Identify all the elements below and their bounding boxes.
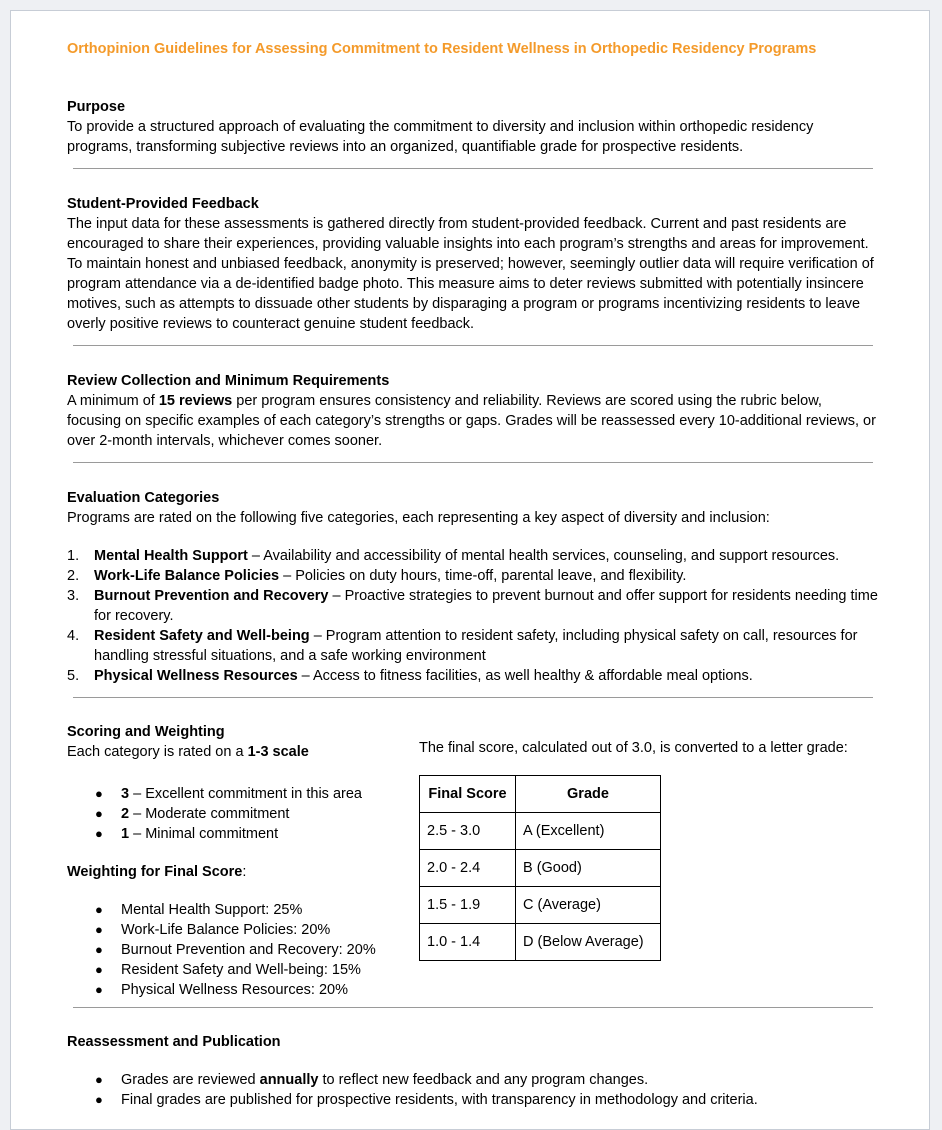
- bullet-icon: ●: [95, 942, 103, 957]
- divider: [73, 697, 873, 698]
- feedback-section: [67, 194, 879, 334]
- weighting-item: [67, 960, 407, 980]
- grade-cell: B (Good): [516, 850, 661, 887]
- document-title: Orthopinion Guidelines for Assessing Commitment to Resident Wellness in Orthopedic Residency Programs: [67, 41, 817, 57]
- weighting-item: [67, 920, 407, 940]
- weighting-item: [67, 900, 407, 920]
- weighting-heading-line: [67, 862, 407, 882]
- review-text-end: per program ensures consistency and reliability. Reviews are scored using the rubric below, focusing on specific examples of each category’s strengths or gaps. Grades will be reassessed every 10-additional reviews, or over 2-month intervals, whichever comes sooner.: [67, 393, 876, 449]
- reassessment-text: Final grades are published for prospective residents, with transparency in methodology and criteria.: [121, 1092, 758, 1108]
- reassessment-text-end: to reflect new feedback and any program changes.: [318, 1072, 649, 1088]
- review-text-start: A minimum of: [67, 393, 159, 409]
- score-range-cell: 2.0 - 2.4: [420, 850, 516, 887]
- weighting-colon: :: [242, 864, 247, 880]
- scale-desc: – Excellent commitment in this area: [129, 786, 362, 802]
- category-name: Resident Safety and Well-being: [94, 628, 310, 644]
- scale-value: 2: [121, 806, 130, 822]
- category-desc: – Access to fitness facilities, as well healthy & affordable meal options.: [297, 668, 753, 684]
- reassessment-text: Grades are reviewed: [121, 1072, 260, 1088]
- bullet-icon: ●: [95, 922, 103, 937]
- category-item: [67, 546, 879, 566]
- score-range-cell: 1.0 - 1.4: [420, 924, 516, 961]
- weighting-item: [67, 980, 407, 1000]
- grade-row: [420, 924, 661, 961]
- scoring-heading: Scoring and Weighting: [67, 724, 225, 740]
- category-desc: – Availability and accessibility of mental health services, counseling, and support resources.: [247, 548, 840, 564]
- bullet-icon: ●: [95, 826, 103, 841]
- bullet-icon: ●: [95, 1092, 103, 1107]
- category-item: [67, 566, 879, 586]
- divider: [73, 1007, 873, 1008]
- scale-desc: – Moderate commitment: [129, 806, 290, 822]
- category-number: 2.: [67, 568, 80, 584]
- scale-item: [67, 804, 407, 824]
- reassessment-heading: Reassessment and Publication: [67, 1034, 281, 1050]
- grade-row: [420, 813, 661, 850]
- bullet-icon: ●: [95, 902, 103, 917]
- weighting-text: Work-Life Balance Policies: 20%: [121, 922, 331, 938]
- bullet-icon: ●: [95, 786, 103, 801]
- scale-value: 3: [121, 786, 130, 802]
- scale-list: [67, 784, 407, 844]
- scale-item: [67, 784, 407, 804]
- bullet-icon: ●: [95, 1072, 103, 1087]
- divider: [73, 462, 873, 463]
- review-min-count: 15 reviews: [158, 393, 233, 409]
- category-desc: – Policies on duty hours, time-off, parental leave, and flexibility.: [279, 568, 687, 584]
- grade-table-header-row: [420, 776, 661, 813]
- grade-row: [420, 887, 661, 924]
- final-score-text: The final score, calculated out of 3.0, is converted to a letter grade:: [419, 740, 848, 756]
- category-name: Burnout Prevention and Recovery: [94, 588, 329, 604]
- scoring-section: [67, 722, 407, 1000]
- reassessment-list: [67, 1070, 879, 1110]
- weighting-item: [67, 940, 407, 960]
- category-number: 1.: [67, 548, 80, 564]
- reassessment-bold: annually: [259, 1072, 319, 1088]
- weighting-list: [67, 900, 407, 1000]
- weighting-text: Resident Safety and Well-being: 15%: [121, 962, 361, 978]
- evaluation-intro: Programs are rated on the following five categories, each representing a key aspect of diversity and inclusion:: [67, 510, 770, 526]
- header-final-score: Final Score: [420, 776, 516, 813]
- reassessment-item: [67, 1070, 879, 1090]
- grade-cell: D (Below Average): [516, 924, 661, 961]
- category-list: [67, 546, 879, 686]
- purpose-heading: Purpose: [67, 99, 126, 115]
- review-section: [67, 371, 879, 451]
- category-name: Mental Health Support: [94, 548, 248, 564]
- grade-cell: C (Average): [516, 887, 661, 924]
- grade-cell: A (Excellent): [516, 813, 661, 850]
- category-number: 3.: [67, 588, 80, 604]
- bullet-icon: ●: [95, 962, 103, 977]
- weighting-text: Mental Health Support: 25%: [121, 902, 303, 918]
- category-item: [67, 626, 879, 666]
- weighting-text: Physical Wellness Resources: 20%: [121, 982, 348, 998]
- scale-item: [67, 824, 407, 844]
- score-range-cell: 1.5 - 1.9: [420, 887, 516, 924]
- feedback-text: The input data for these assessments is gathered directly from student-provided feedback. Current and past residents are encouraged to share their experiences, providing valuable insights into each program’s strengths and areas for improvement. To maintain honest and unbiased feedback, anonymity is preserved; however, seemingly outlier data will require verification of program attendance via a de-identified badge photo. This measure aims to deter reviews submitted with potentially insincere motives, such as attempts to dissuade other students by disparaging a program or programs incentivizing residents to leave overly positive reviews to counteract genuine student feedback.: [67, 216, 874, 332]
- evaluation-heading: Evaluation Categories: [67, 490, 220, 506]
- scale-value: 1: [121, 826, 130, 842]
- category-name: Physical Wellness Resources: [94, 668, 298, 684]
- category-name: Work-Life Balance Policies: [94, 568, 280, 584]
- scale-text: [67, 742, 407, 762]
- grade-table: [419, 775, 661, 961]
- bullet-icon: ●: [95, 806, 103, 821]
- bullet-icon: ●: [95, 982, 103, 997]
- category-item: [67, 666, 879, 686]
- category-desc: – Program attention to resident safety, including physical safety on call, resources for handling stressful situations, and a safe working environment: [94, 628, 858, 664]
- divider: [73, 168, 873, 169]
- divider: [73, 345, 873, 346]
- purpose-text: To provide a structured approach of evaluating the commitment to diversity and inclusion within orthopedic residency programs, transforming subjective reviews into an organized, quantifiable grade for prospective residents.: [67, 119, 814, 155]
- category-desc: – Proactive strategies to prevent burnout and offer support for residents needing time for recovery.: [94, 588, 878, 624]
- category-number: 4.: [67, 628, 80, 644]
- category-number: 5.: [67, 668, 80, 684]
- header-grade: Grade: [516, 776, 661, 813]
- scale-range: 1-3 scale: [247, 744, 309, 760]
- category-item: [67, 586, 879, 626]
- review-heading: Review Collection and Minimum Requirements: [67, 373, 390, 389]
- scale-desc: – Minimal commitment: [129, 826, 279, 842]
- reassessment-section: [67, 1032, 879, 1110]
- evaluation-section: [67, 488, 879, 686]
- reassessment-item: [67, 1090, 879, 1110]
- weighting-heading: Weighting for Final Score: [67, 864, 243, 880]
- feedback-heading: Student-Provided Feedback: [67, 196, 259, 212]
- grade-row: [420, 850, 661, 887]
- weighting-text: Burnout Prevention and Recovery: 20%: [121, 942, 376, 958]
- score-range-cell: 2.5 - 3.0: [420, 813, 516, 850]
- scale-text-start: Each category is rated on a: [67, 744, 248, 760]
- review-text: [67, 391, 879, 451]
- document-page: [10, 10, 930, 1130]
- purpose-section: [67, 97, 879, 157]
- final-score-note: [419, 738, 889, 758]
